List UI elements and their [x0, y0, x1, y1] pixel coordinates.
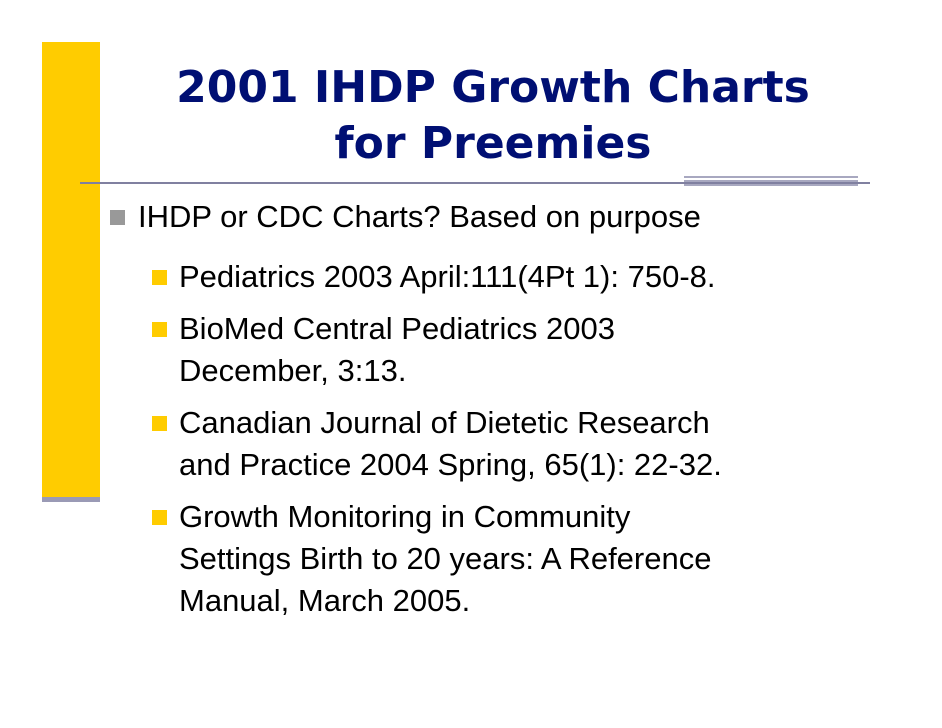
square-bullet-icon: [152, 270, 167, 285]
main-bullet-text: IHDP or CDC Charts? Based on purpose: [138, 199, 701, 234]
accent-bar-shadow: [42, 497, 100, 502]
sub-bullet-line: Canadian Journal of Dietetic Research: [179, 405, 710, 440]
title-line-1: 2001 IHDP Growth Charts: [176, 62, 810, 113]
sub-bullet-line: December, 3:13.: [179, 353, 407, 388]
sub-bullet-line: Settings Birth to 20 years: A Reference: [179, 541, 712, 576]
square-bullet-icon: [152, 322, 167, 337]
sub-bullet-item: [152, 496, 852, 622]
sub-bullet-item: [152, 256, 852, 298]
sub-bullet-line: BioMed Central Pediatrics 2003: [179, 311, 615, 346]
sub-bullet-item: [152, 402, 852, 486]
sub-bullet-line: and Practice 2004 Spring, 65(1): 22-32.: [179, 447, 722, 482]
square-bullet-icon: [110, 210, 125, 225]
sub-bullet-item: [152, 308, 852, 392]
square-bullet-icon: [152, 416, 167, 431]
sub-bullet-line: Manual, March 2005.: [179, 583, 471, 618]
main-bullet: [110, 196, 701, 238]
sub-bullet-line: Growth Monitoring in Community: [179, 499, 631, 534]
sub-bullet-line: Pediatrics 2003 April:111(4Pt 1): 750-8.: [179, 259, 716, 294]
title-divider-accent: [684, 176, 858, 190]
slide-title: [130, 60, 856, 172]
square-bullet-icon: [152, 510, 167, 525]
sub-bullet-list: [152, 256, 852, 632]
accent-bar: [42, 42, 100, 497]
title-line-2: for Preemies: [334, 118, 652, 169]
